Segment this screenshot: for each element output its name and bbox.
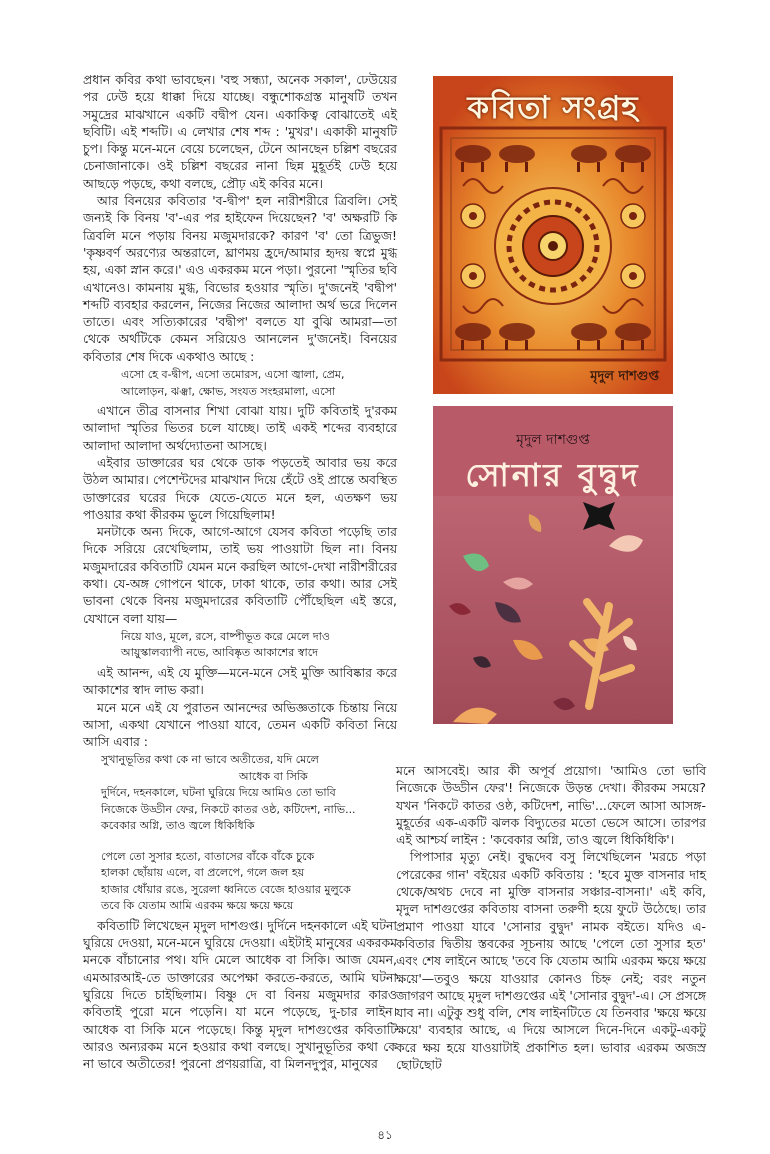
- paragraph: মনে মনে এই যে পুরাতন আনন্দের অভিজ্ঞতাকে চিন্তায় নিয়ে আসা, একথা যেখানে পাওয়া যাবে, তেমন একটি কবিতা নিয়ে আসি এবার :: [83, 699, 397, 750]
- paragraph: এইবার ডাক্তারের ঘর থেকে ডাক পড়তেই আবার ভয় করে উঠল আমার। পেশেন্টদের মাঝখান দিয়ে হেঁটে ওই প্রান্তে অবস্থিত ডাক্তারের ঘরের দিকে যেতে-যেতে মনে হল, এতক্ষণ ভয় পাওয়ার কথা কীরকম ভুলে গিয়েছিলাম!: [83, 454, 397, 522]
- verse-line: নিজেকে উড্ডীন ফের, নিকটে কাতর ওষ্ঠ, কটিদেশ, নাভি...: [101, 802, 356, 816]
- right-text-column: [396, 762, 706, 1073]
- verse-quote: [83, 629, 397, 662]
- cover-author: মৃদুল দাশগুপ্ত: [590, 369, 659, 384]
- cover-title: কবিতা সংগ্রহ: [467, 90, 639, 126]
- paragraph: প্রধান কবির কথা ভাবছেন। 'বহু সন্ধ্যা, অনেক সকাল', ঢেউয়ের পর ঢেউ হয়ে ধাক্কা দিয়ে যাচ্ছে। বন্ধুশোকগ্রস্ত মানুষটি তখন সমুদ্রের মাঝখানে একটি বদ্বীপ যেন। একাকিত্ব বোঝাতেই এই ছবিটি। এই শব্দটি। এ লেখার শেষ শব্দ : 'মুখর'। একাকী মানুষটি চুপ। কিন্তু মনে-মনে বেয়ে চলেছেন, টেনে আনছেন চল্লিশ বছরের চেনাজানাকে। ওই চল্লিশ বছরের নানা ছিন্ন মুহূর্তই ঢেউ হয়ে আছড়ে পড়ছে, কথা বলছে, প্রৌঢ় এই কবির মনে।: [83, 72, 397, 191]
- page-number: ৪১: [377, 1128, 393, 1142]
- paragraph: কবিতাটি লিখেছেন মৃদুল দাশগুপ্ত। দুর্দিনে দহনকালে এই ঘটনা ঘুরিয়ে দেওয়া, মনে-মনে ঘুরিয়ে দেওয়া। এইটাই মানুষের একরকম মনকে বাঁচানোর পথ। যদি মেলে আধেক বা সিকি। আজ যেমন, এমআরআই-তে ডাক্তারের অপেক্ষা করতে-করতে, আমি ঘটনা ঘুরিয়ে দিতে চাইছিলাম। বিষ্ণু দে বা বিনয় মজুমদার কারও কবিতাই পুরো মনে পড়েনি। যা মনে পড়েছে, দু-চার লাইন। আধেক বা সিকি মনে পড়েছে। কিন্তু মৃদুল দাশগুপ্তের কবিতাটি আরও অন্যরকম মনে হওয়ার কথা বলছে। সুখানুভূতির কথা কে না ভাবে অতীতের! পুরনো প্রণয়রাত্রি, বা মিলনদুপুর, মানুষের: [83, 917, 397, 1072]
- paragraph: পিপাসার মৃত্যু নেই। বুদ্ধদেব বসু লিখেছিলেন 'মরচে পড়া পেরেকের গান' বইয়ের একটি কবিতায় : 'হবে মুক্ত বাসনার দাহ থেকে/অথচ দেবে না মুক্তি বাসনার সঞ্চার-বাসনা।' এই কবি, মৃদুল দাশগুপ্তের কবিতায় বাসনা তরুণী হয়ে ফুটে উঠেছে। তার প্রমাণ পাওয়া যাবে 'সোনার বুদ্বুদ' নামক বইতে। যদিও এ-কবিতার দ্বিতীয় স্তবকের সূচনায় আছে 'পেলে তো সুসার হত' এবং শেষ লাইনে আছে 'তবে কি যেতাম আমি এরকম ক্ষয়ে ক্ষয়ে ক্ষয়ে'—তবুও ক্ষয়ে যাওয়ার কোনও চিহ্ন নেই; বরং নতুন জাগরণ আছে মৃদুল দাশগুপ্তের এই 'সোনার বুদ্বুদ'-এ। সে প্রসঙ্গে যাব না। এটুকু শুধু বলি, শেষ লাইনটিতে যে তিনবার 'ক্ষয়ে ক্ষয়ে ক্ষয়ে' ব্যবহার আছে, এ দিয়ে আসলে দিনে-দিনে একটু-একটু করে ক্ষয় হয়ে যাওয়াটাই প্রকাশিত হল। ভাবার এরকম অজস্র ছোটছোট: [396, 849, 706, 1073]
- verse-line: হালকা ছোঁয়ায় এলে, বা প্রলেপে, গলে জল হয়: [101, 866, 305, 880]
- verse-line: দুর্দিনে, দহনকালে, ঘটনা ঘুরিয়ে দিয়ে আমিও তো ভাবি: [101, 786, 336, 800]
- verse-line: আধেক বা সিকি: [239, 769, 308, 783]
- verse-line: পেলে তো সুসার হতো, বাতাসের বাঁকে বাঁকে চুকে: [101, 849, 315, 863]
- paragraph: মনে আসবেই। আর কী অপূর্ব প্রয়োগ। 'আমিও তো ভাবি নিজেকে উড্ডীন ফের'! নিজেকে উড়ন্ত দেখা। কীরকম সময়ে? যখন 'নিকটে কাতর ওষ্ঠ, কটিদেশ, নাভি'...ফেলে আসা আসঙ্গ-মুহূর্তের এক-একটি ঝলক বিদ্যুতের মতো ভেসে আসে। তারপর এই আশ্চর্য লাইন : 'কবেকার অগ্নি, তাও জ্বলে ধিকিধিকি'।: [396, 763, 706, 848]
- verse-quote: [83, 367, 397, 400]
- paragraph: মনটাকে অন্য দিকে, আগে-আগে যেসব কবিতা পড়েছি তার দিকে সরিয়ে রেখেছিলাম, তাই ভয় পাওয়াটা ছিল না। বিনয় মজুমদারের কবিতাটি যেমন মনে করছিল আগে-দেখা নারীশরীরের কথা। যে-অঙ্গ গোপনে থাকে, ঢাকা থাকে, তার কথা। আর সেই ভাবনা থেকে বিনয় মজুমদারের কবিতাটি পৌঁছেছিল এই স্তরে, যেখানে বলা যায়—: [83, 524, 397, 626]
- verse-line: সুখানুভূতির কথা কে না ভাবে অতীতের, যদি মেলে: [101, 753, 319, 767]
- cover-author: মৃদুল দাশগুপ্ত: [516, 432, 590, 448]
- verse-line: আয়ুস্কালব্যাপী নভে, আবিষ্কৃত আকাশের স্বাদে: [121, 646, 318, 660]
- verse-line: হাজার ধোঁয়ার রঙে, সুরেলা ধ্বনিতে বেজে হাওয়ার মুলুকে: [101, 882, 351, 896]
- paragraph: এখানে তীব্র বাসনার শিখা বোঝা যায়। দুটি কবিতাই দু'রকম আলাদা স্মৃতির ভিতর চলে যাচ্ছে। তাই একই শব্দের ব্যবহারে আলাদা আলাদা অর্থদ্যোতনা আসছে।: [83, 403, 397, 453]
- verse-quote: [83, 752, 397, 835]
- verse-line: আলোড়ন, ঝঞ্ঝা, ক্ষোভ, সংযত সংহরমালা, এসো: [121, 384, 336, 398]
- paragraph: এই আনন্দ, এই যে মুক্তি—মনে-মনে সেই মুক্তি আবিষ্কার করে আকাশের স্বাদ লাভ করা।: [83, 664, 397, 698]
- verse-line: তবে কি যেতাম আমি এরকম ক্ষয়ে ক্ষয়ে ক্ষয়ে: [101, 899, 294, 913]
- left-text-column: [83, 71, 397, 1073]
- verse-line: কবেকার অগ্নি, তাও জ্বলে ধিকিধিকি: [101, 819, 255, 833]
- cover-title: সোনার বুদ্বুদ: [465, 456, 641, 494]
- book-cover-sonar-budbud: [433, 406, 673, 724]
- verse-line: এসো হে ব-দ্বীপ, এসো তমোরস, এসো জ্বালা, প্রেম,: [121, 368, 345, 382]
- verse-line: নিয়ে যাও, মূলে, রসে, বাষ্পীভূত করে মেলে দাও: [121, 629, 330, 643]
- book-cover-kobita-songroho: [433, 76, 673, 394]
- paragraph: আর বিনয়ের কবিতার 'ব-দ্বীপ' হল নারীশরীরে ত্রিবলি। সেই জন্যই কি বিনয় 'ব'-এর পর হাইফেন দিয়েছেন? 'ব' অক্ষরটি কি ত্রিবলি মনে পড়ায় বিনয় মজুমদারকে? কারণ 'ব' তো ত্রিভুজ! 'কৃষ্ণবর্ণ অরণ্যের অন্তরালে, ঘ্রাণময় হ্রদে/আমার হৃদয় স্বপ্নে মুগ্ধ হয়, একা স্নান করে।' এও একরকম মনে পড়া। পুরনো 'স্মৃতির ছবি এখানেও। কামনায় মুগ্ধ, বিভোর হওয়ার স্মৃতি। দু'জনেই 'বদ্বীপ' শব্দটি ব্যবহার করলেন, নিজের নিজের আলাদা অর্থ ভরে দিলেন তাতে। এবং সত্যিকারের 'বদ্বীপ' বলতে যা বুঝি আমরা—তা থেকে অর্থটিকে কেমন সরিয়েও আনলেন দু'জনেই। বিনয়ের কবিতার শেষ দিকে একথাও আছে :: [83, 193, 397, 364]
- verse-quote: [83, 849, 397, 915]
